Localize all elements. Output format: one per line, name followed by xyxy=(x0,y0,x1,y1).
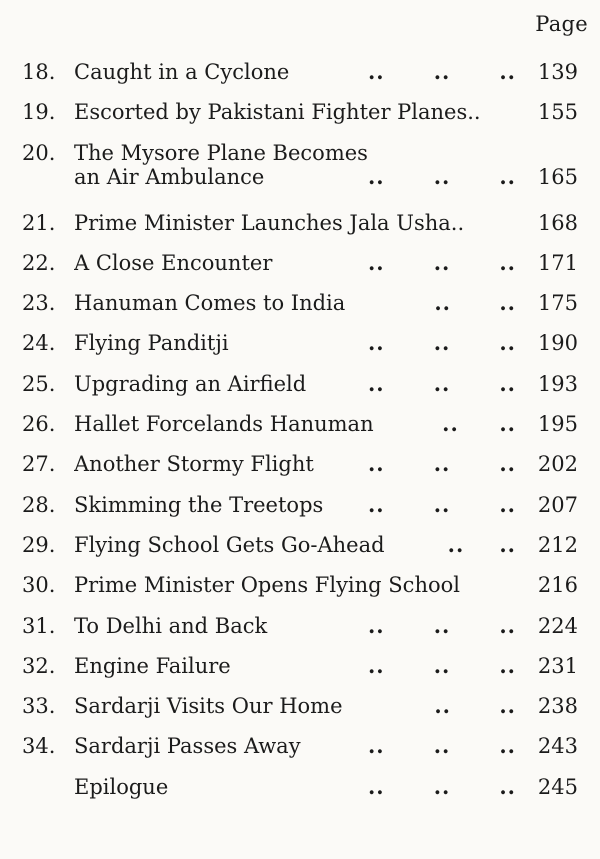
chapter-number: 34. xyxy=(22,734,56,759)
chapter-title: Sardarji Passes Away .. .. .. xyxy=(74,734,516,759)
chapter-number: 21. xyxy=(22,210,56,235)
dot-leader xyxy=(368,291,516,315)
toc-entry xyxy=(22,291,578,331)
leader-dots: .. xyxy=(499,371,516,396)
leader-dots: .. xyxy=(499,694,516,719)
page-number: 212 xyxy=(537,532,578,557)
dot-leader xyxy=(395,533,516,557)
leader-dots: .. xyxy=(368,331,385,356)
dot-leader xyxy=(368,614,516,638)
chapter-title: Skimming the Treetops .. .. .. xyxy=(74,492,516,517)
page-number: 165 xyxy=(537,164,578,189)
page-number: 171 xyxy=(537,250,578,275)
toc-entry xyxy=(22,211,578,251)
chapter-title: Engine Failure .. .. .. xyxy=(74,653,516,678)
page-number: 224 xyxy=(537,613,578,638)
chapter-number: 29. xyxy=(22,532,56,557)
leader-dots: .. xyxy=(499,492,516,517)
chapter-title: Another Stormy Flight .. .. .. xyxy=(74,452,516,477)
chapter-title: To Delhi and Back .. .. .. xyxy=(74,613,516,638)
dot-leader xyxy=(384,412,516,436)
toc-entry xyxy=(22,734,578,774)
page-number: 195 xyxy=(537,412,578,437)
toc-entry xyxy=(22,654,578,694)
chapter-number: 18. xyxy=(22,60,56,84)
leader-dots: .. xyxy=(368,613,385,638)
leader-dots: .. xyxy=(368,492,385,517)
toc-entry xyxy=(22,60,578,100)
page-number: 238 xyxy=(537,694,578,719)
toc-entry xyxy=(22,493,578,533)
leader-dots: .. xyxy=(368,452,385,477)
page-number: 207 xyxy=(537,492,578,517)
page-number: 155 xyxy=(537,100,578,125)
leader-dots: .. xyxy=(499,250,516,275)
dot-leader xyxy=(368,493,516,517)
chapter-number: 31. xyxy=(22,613,56,638)
page-number: 243 xyxy=(537,734,578,759)
page-number: 175 xyxy=(537,291,578,316)
leader-dots: .. xyxy=(433,452,451,477)
leader-dots: .. xyxy=(434,291,451,316)
chapter-title: Escorted by Pakistani Fighter Planes.. xyxy=(74,100,481,125)
leader-dots: .. xyxy=(433,774,451,799)
page-number: 190 xyxy=(537,331,578,356)
leader-dots: .. xyxy=(368,250,385,275)
chapter-title: Upgrading an Airfield .. .. .. xyxy=(74,371,516,396)
leader-dots: .. xyxy=(433,653,451,678)
chapter-title: Hanuman Comes to India .. .. xyxy=(74,291,516,316)
dot-leader xyxy=(368,251,516,275)
leader-dots: .. xyxy=(499,163,516,189)
toc-entry xyxy=(22,331,578,371)
chapter-number: 22. xyxy=(22,250,56,275)
leader-dots: .. xyxy=(433,331,451,356)
page-number: 202 xyxy=(537,452,578,477)
leader-dots: .. xyxy=(433,250,451,275)
chapter-number: 25. xyxy=(22,371,56,396)
leader-dots: .. xyxy=(499,412,516,437)
chapter-number: 19. xyxy=(22,100,56,125)
page-number: 231 xyxy=(537,653,578,678)
chapter-number: 32. xyxy=(22,653,56,678)
leader-dots: .. xyxy=(499,613,516,638)
toc-entry xyxy=(22,533,578,573)
chapter-title: A Close Encounter .. .. .. xyxy=(74,250,516,275)
leader-dots: .. xyxy=(499,291,516,316)
dot-leader xyxy=(368,60,516,84)
leader-dots: .. xyxy=(433,613,451,638)
chapter-number: 33. xyxy=(22,694,56,719)
chapter-number: 23. xyxy=(22,291,56,316)
chapter-number: 20. xyxy=(22,140,56,165)
toc-entry xyxy=(22,100,578,140)
leader-dots: .. xyxy=(499,653,516,678)
dot-leader xyxy=(368,734,516,758)
chapter-title: The Mysore Plane Becomes an Air Ambulance .. .. .. xyxy=(74,140,516,189)
page-number: 245 xyxy=(537,774,578,799)
toc-entry xyxy=(22,694,578,734)
toc-entry xyxy=(22,452,578,492)
leader-dots: .. xyxy=(499,774,516,799)
leader-dots: .. xyxy=(368,371,385,396)
leader-dots: .. xyxy=(433,163,451,189)
leader-dots: .. xyxy=(368,774,385,799)
chapter-title: Epilogue .. .. .. xyxy=(74,774,516,799)
leader-dots: .. xyxy=(499,532,516,557)
chapter-title: Caught in a Cyclone .. .. .. xyxy=(74,60,516,84)
toc-entry xyxy=(22,573,578,613)
leader-dots: .. xyxy=(368,163,385,189)
leader-dots: .. xyxy=(499,452,516,477)
chapter-number: 24. xyxy=(22,331,56,356)
dot-leader xyxy=(368,165,516,189)
chapter-number: 28. xyxy=(22,492,56,517)
chapter-title: Flying School Gets Go-Ahead .. .. xyxy=(74,532,516,557)
dot-leader xyxy=(368,654,516,678)
page-number: 168 xyxy=(537,210,578,235)
leader-dots: .. xyxy=(433,371,451,396)
leader-dots: .. xyxy=(499,331,516,356)
page-number: 193 xyxy=(537,371,578,396)
toc-entry xyxy=(22,775,578,815)
dot-leader xyxy=(368,694,516,718)
page-number: 216 xyxy=(537,573,578,598)
dot-leader xyxy=(368,331,516,355)
chapter-number: 27. xyxy=(22,452,56,477)
dot-leader xyxy=(368,452,516,476)
leader-dots: .. xyxy=(368,734,385,759)
toc-entry xyxy=(22,251,578,291)
chapter-title: Prime Minister Opens Flying School xyxy=(74,573,460,598)
dot-leader xyxy=(368,775,516,799)
chapter-title: Flying Panditji .. .. .. xyxy=(74,331,516,356)
leader-dots: .. xyxy=(433,60,451,84)
leader-dots: .. xyxy=(447,532,465,557)
chapter-number: 26. xyxy=(22,412,56,437)
page-number: 139 xyxy=(537,60,578,84)
toc-entry xyxy=(22,614,578,654)
toc-entry xyxy=(22,372,578,412)
leader-dots: .. xyxy=(433,492,451,517)
table-of-contents xyxy=(22,60,578,815)
toc-entry xyxy=(22,141,578,211)
toc-entry xyxy=(22,412,578,452)
leader-dots: .. xyxy=(442,412,459,437)
chapter-title: Prime Minister Launches Jala Usha.. xyxy=(74,210,465,235)
chapter-number: 30. xyxy=(22,573,56,598)
chapter-title: Sardarji Visits Our Home .. .. xyxy=(74,694,516,719)
leader-dots: .. xyxy=(499,60,516,84)
chapter-title: Hallet Forcelands Hanuman .. .. xyxy=(74,412,516,437)
page-column-header: Page xyxy=(535,12,588,36)
leader-dots: .. xyxy=(368,653,385,678)
leader-dots: .. xyxy=(368,60,385,84)
leader-dots: .. xyxy=(433,734,451,759)
dot-leader xyxy=(368,372,516,396)
leader-dots: .. xyxy=(499,734,516,759)
leader-dots: .. xyxy=(434,694,451,719)
